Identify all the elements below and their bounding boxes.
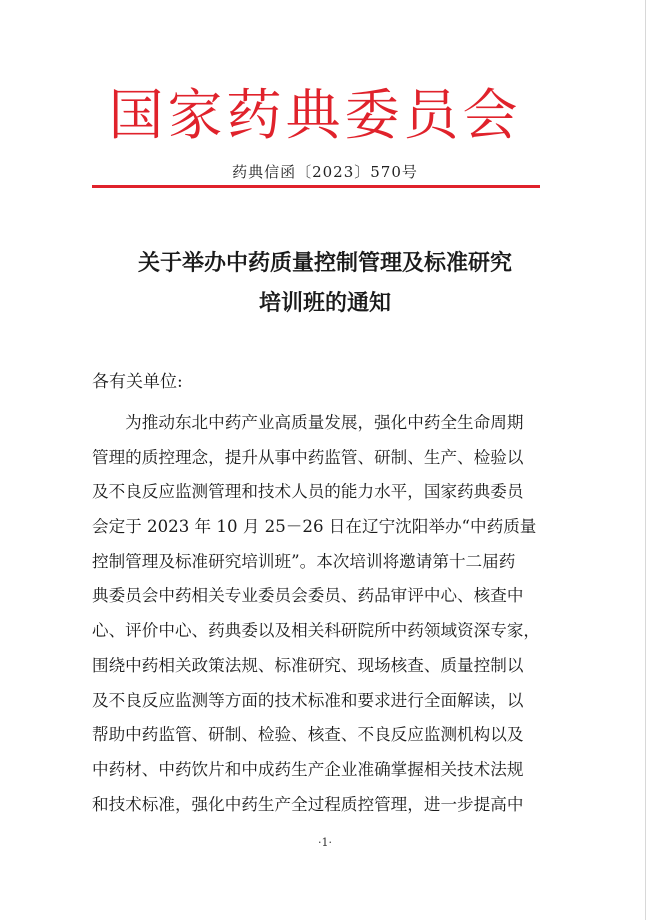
body-line: 管理的质控理念，提升从事中药监管、研制、生产、检验以	[92, 447, 524, 467]
body-line: 帮助中药监管、研制、检验、核查、不良反应监测机构以及	[92, 725, 524, 745]
notice-subject	[60, 244, 590, 324]
page-number: ·1·	[318, 836, 332, 849]
body-paragraph	[92, 406, 552, 822]
body-line: 控制管理及标准研究培训班”。本次培训将邀请第十二届药	[92, 551, 516, 571]
subject-line-2: 培训班的通知	[258, 291, 391, 316]
body-line: 和技术标准，强化中药生产全过程质控管理，进一步提高中	[92, 794, 524, 814]
org-letterhead-title: 国家药典委员会	[108, 83, 522, 147]
body-line: 会定于 2023 年 10 月 25－26 日在辽宁沈阳举办“中药质量	[92, 517, 537, 537]
body-line: 围绕中药相关政策法规、标准研究、现场核查、质量控制以	[92, 655, 524, 675]
body-line: 心、评价中心、药典委以及相关科研院所中药领域资深专家，	[92, 621, 541, 641]
body-line: 典委员会中药相关专业委员会委员、药品审评中心、核查中	[92, 586, 524, 606]
body-line: 中药材、中药饮片和中成药生产企业准确掌握相关技术法规	[92, 759, 524, 779]
body-line: 为推动东北中药产业高质量发展，强化中药全生命周期	[92, 413, 524, 432]
document-number: 药典信函〔2023〕570号	[232, 163, 418, 181]
salutation: 各有关单位:	[92, 372, 183, 392]
subject-line-1: 关于举办中药质量控制管理及标准研究	[137, 251, 512, 276]
body-line: 及不良反应监测等方面的技术标准和要求进行全面解读，以	[92, 690, 524, 710]
red-divider-line	[92, 185, 540, 188]
body-line: 及不良反应监测管理和技术人员的能力水平，国家药典委员	[92, 482, 524, 502]
scan-edge-line	[645, 0, 646, 920]
